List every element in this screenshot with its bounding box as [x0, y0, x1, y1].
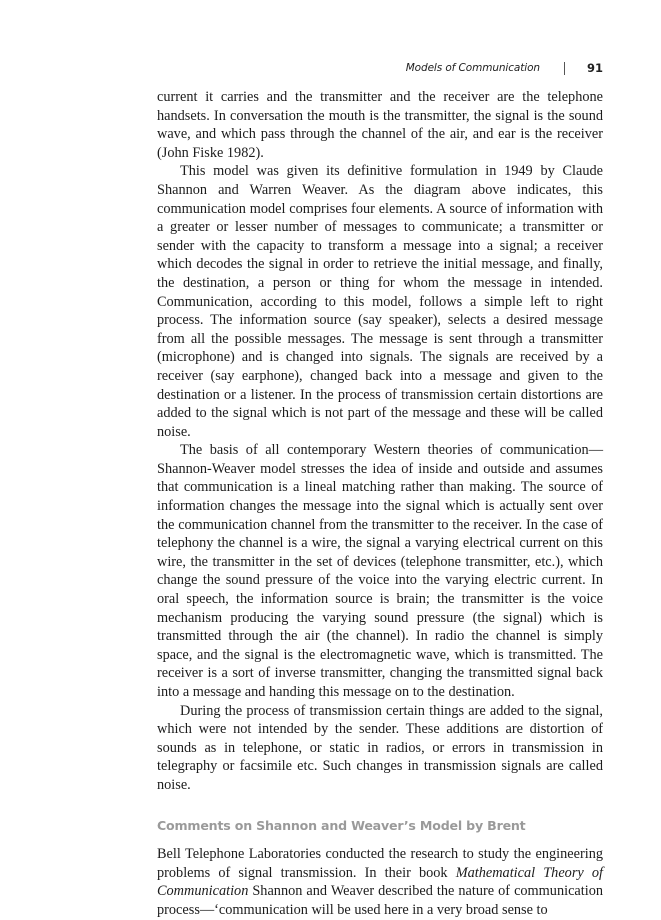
page-number: 91	[586, 61, 603, 75]
body-text	[157, 88, 603, 920]
paragraph-bell-labs	[157, 845, 603, 919]
paragraph-bell-labs-start: Bell Telephone Laboratories conducted the research to study the engineering problems of signal transmission. In their book	[157, 846, 603, 881]
running-title: Models of Communication	[405, 62, 540, 74]
paragraph-noise: During the process of transmission certain things are added to the signal, which were not intended by the sender. These additions are distortion of sounds as in telephone, or static in radios, or errors in transmission in telegraphy or facsimile etc. Such changes in transmission signals are called noise.	[157, 702, 603, 793]
paragraph-continued: current it carries and the transmitter and the receiver are the telephone handsets. In conversation the mouth is the transmitter, the signal is the sound wave, and which pass through the channel of the air, and ear is the receiver (John Fiske 1982).	[157, 89, 603, 161]
paragraph-bell-labs-end: Shannon and Weaver described the nature of communication process—‘communication will be used here in a very broad sense to	[157, 883, 603, 918]
paragraph-western-theories: The basis of all contemporary Western theories of communication—Shannon-Weaver model stresses the idea of inside and outside and assumes that communication is a lineal matching rather than making. The source of information changes the message into the signal which is actually sent over the communication channel from the transmitter to the receiver. In the case of telephony the channel is a wire, the signal a varying electrical current on this wire, the transmitter in the set of devices (telephone transmitter, etc.), which change the sound pressure of the voice into the varying electric current. In oral speech, the information source is brain; the transmitter is the voice mechanism producing the varying sound pressure (the signal) which is transmitted through the air (the channel). In radio the channel is simply space, and the signal is the electromagnetic wave, which is transmitted. The receiver is a sort of inverse transmitter, changing the transmitted signal back into a message and handing this message on to the destination.	[157, 442, 603, 700]
running-header	[406, 60, 603, 76]
book-title: Mathematical Theory of Communication	[157, 864, 603, 900]
header-divider	[564, 62, 565, 75]
paragraph-model-formulation: This model was given its definitive formulation in 1949 by Claude Shannon and Warren Weaver. As the diagram above indicates, this communication model comprises four elements. A source of information with a greater or lesser number of messages to communicate; a transmitter or sender with the capacity to transform a message into a signal; a receiver which decodes the signal in order to retrieve the initial message, and finally, the destination, a person or thing for whom the message in intended. Communication, according to this model, follows a simple left to right process. The information source (say speaker), selects a desired message from all the possible messages. The message is sent through a transmitter (microphone) and is changed into signals. The signals are received by a receiver (say earphone), changed back into a message and given to the destination or a listener. In the process of transmission certain distortions are added to the signal which is not part of the message and these will be called noise.	[157, 163, 603, 440]
section-heading: Comments on Shannon and Weaver’s Model by Brent	[157, 817, 526, 833]
